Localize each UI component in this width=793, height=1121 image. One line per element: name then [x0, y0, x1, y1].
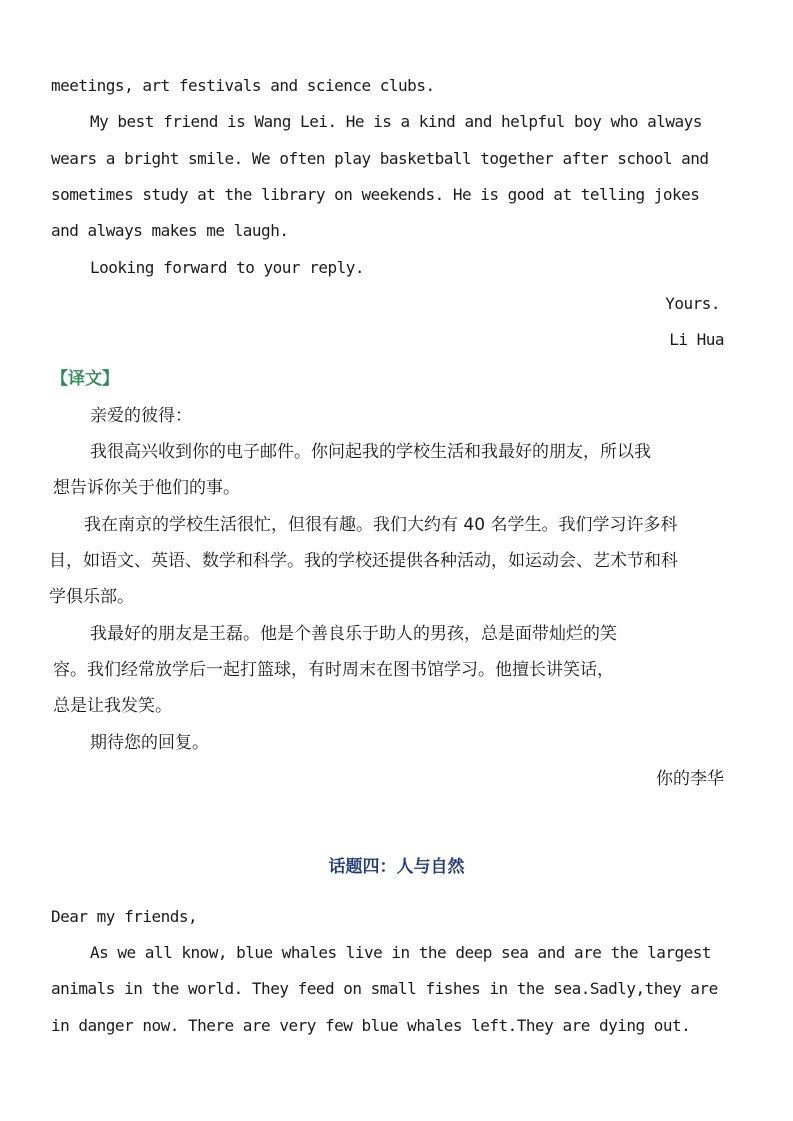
translation-line: 我在南京的学校生活很忙，但很有趣。我们大约有 40 名学生。我们学习许多科 — [84, 515, 678, 535]
letter-line: meetings, art festivals and science clubs. — [51, 76, 435, 95]
letter-closing: Yours. — [665, 294, 720, 313]
translation-line: 目，如语文、英语、数学和科学。我的学校还提供各种活动，如运动会、艺术节和科 — [49, 551, 678, 571]
topic-line: As we all know, blue whales live in the deep sea and are the largest — [90, 943, 712, 962]
translation-line: 容。我们经常放学后一起打篮球，有时周末在图书馆学习。他擅长讲笑话， — [53, 660, 614, 680]
letter-line: sometimes study at the library on weekends. He is good at telling jokes — [51, 185, 700, 204]
section-title: 话题四：人与自然 — [328, 857, 465, 877]
translation-line: 我很高兴收到你的电子邮件。你问起我的学校生活和我最好的朋友，所以我 — [90, 442, 651, 462]
topic-greeting: Dear my friends, — [51, 907, 198, 926]
letter-line: wears a bright smile. We often play basketball together after school and — [51, 149, 709, 168]
letter-line: and always makes me laugh. — [51, 221, 289, 240]
letter-line: My best friend is Wang Lei. He is a kind and helpful boy who always — [90, 112, 702, 131]
translation-line: 想告诉你关于他们的事。 — [53, 478, 240, 498]
translation-line: 学俱乐部。 — [49, 587, 134, 607]
translation-line: 期待您的回复。 — [90, 733, 209, 753]
translation-line: 我最好的朋友是王磊。他是个善良乐于助人的男孩，总是面带灿烂的笑 — [90, 624, 617, 644]
translation-line: 亲爱的彼得： — [90, 406, 192, 426]
translation-signature: 你的李华 — [656, 769, 724, 789]
translation-line: 总是让我发笑。 — [53, 696, 172, 716]
letter-signature: Li Hua — [669, 330, 724, 349]
topic-line: in danger now. There are very few blue whales left.They are dying out. — [51, 1016, 691, 1035]
letter-line: Looking forward to your reply. — [90, 258, 364, 277]
topic-line: animals in the world. They feed on small fishes in the sea.Sadly,they are — [51, 979, 718, 998]
translation-label: 【译文】 — [51, 369, 119, 389]
